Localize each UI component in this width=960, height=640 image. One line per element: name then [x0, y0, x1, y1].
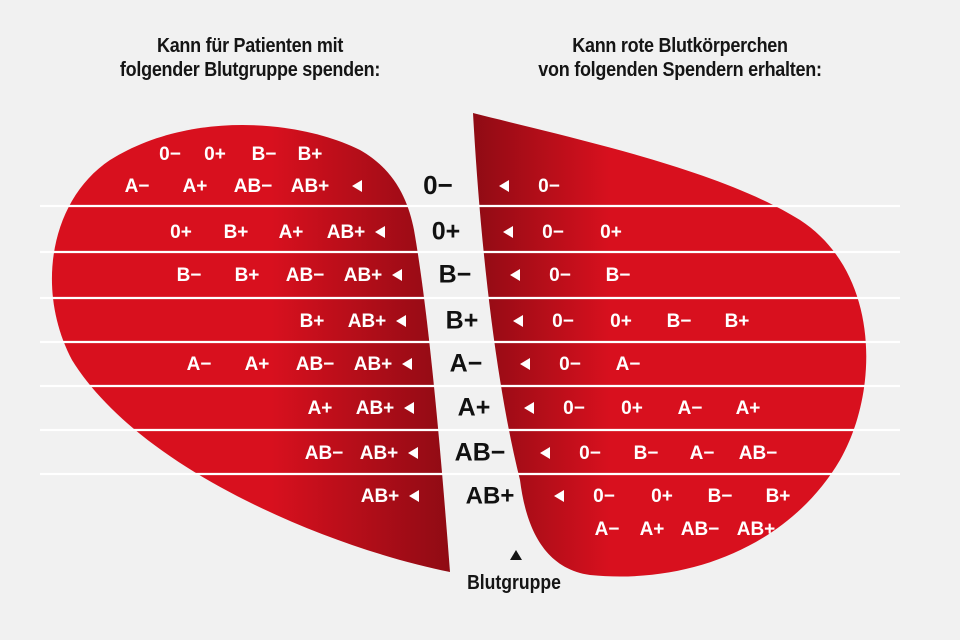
blood-type-label: 0−	[423, 169, 453, 200]
recipient-source-label: 0−	[593, 486, 615, 508]
right-heading-line-2: von folgenden Spendern erhalten:	[538, 59, 822, 81]
donor-target-label: AB+	[359, 443, 399, 465]
donor-target-label: AB+	[326, 222, 366, 244]
recipient-source-label: A+	[639, 519, 665, 541]
donor-target-label: AB+	[343, 265, 383, 287]
blood-type-label: AB−	[454, 438, 506, 467]
recipient-source-label: 0+	[600, 222, 622, 244]
recipient-source-label: 0−	[538, 176, 560, 198]
recipient-source-label: B−	[633, 443, 659, 465]
donor-target-label: A+	[182, 176, 208, 198]
donor-target-label: B+	[297, 144, 323, 166]
donor-target-label: A−	[124, 176, 150, 198]
left-heading-line-1: Kann für Patienten mit	[156, 35, 344, 57]
recipient-source-label: A−	[689, 443, 715, 465]
donor-target-label: A+	[244, 354, 270, 376]
recipient-source-label: 0−	[552, 311, 574, 333]
recipient-source-label: B+	[765, 486, 791, 508]
recipient-source-label: B−	[707, 486, 733, 508]
recipient-source-label: 0−	[542, 222, 564, 244]
donor-target-label: B−	[176, 265, 202, 287]
donor-target-label: AB+	[360, 486, 400, 508]
donor-target-label: AB−	[295, 354, 335, 376]
donor-target-label: 0−	[159, 144, 181, 166]
blood-type-label: B−	[438, 260, 472, 289]
donor-target-label: 0+	[170, 222, 192, 244]
recipient-source-label: A−	[615, 354, 641, 376]
right-heading-line-1: Kann rote Blutkörperchen	[572, 35, 788, 57]
recipient-source-label: A−	[677, 398, 703, 420]
recipient-source-label: 0−	[563, 398, 585, 420]
recipient-source-label: B+	[724, 311, 750, 333]
recipient-source-label: 0+	[621, 398, 643, 420]
donor-target-label: AB+	[355, 398, 395, 420]
donor-target-label: B−	[251, 144, 277, 166]
recipient-source-label: A+	[735, 398, 761, 420]
donor-target-label: B+	[299, 311, 325, 333]
blood-type-label: AB+	[465, 482, 515, 510]
recipient-source-label: AB−	[680, 519, 720, 541]
donor-target-label: AB+	[347, 311, 387, 333]
blood-type-label: 0+	[431, 217, 461, 246]
blood-type-label: A+	[457, 393, 491, 422]
donor-target-label: AB+	[290, 176, 330, 198]
recipient-source-label: A−	[594, 519, 620, 541]
donor-target-label: A−	[186, 354, 212, 376]
donor-target-label: AB−	[233, 176, 273, 198]
donor-target-label: B+	[223, 222, 249, 244]
donor-target-label: A+	[278, 222, 304, 244]
recipient-source-label: B−	[666, 311, 692, 333]
up-arrow-icon	[510, 550, 522, 560]
blood-type-label: A−	[449, 349, 483, 378]
donor-target-label: AB+	[353, 354, 393, 376]
blood-type-label: B+	[445, 306, 479, 335]
recipient-source-label: 0−	[559, 354, 581, 376]
donor-target-label: B+	[234, 265, 260, 287]
recipient-source-label: 0+	[651, 486, 673, 508]
recipient-source-label: B−	[605, 265, 631, 287]
recipient-source-label: AB−	[738, 443, 778, 465]
recipient-source-label: 0−	[579, 443, 601, 465]
recipient-source-label: AB+	[736, 519, 776, 541]
left-heading-line-2: folgender Blutgruppe spenden:	[119, 59, 381, 81]
recipient-source-label: 0+	[610, 311, 632, 333]
donor-target-label: AB−	[285, 265, 325, 287]
donor-target-label: A+	[307, 398, 333, 420]
donor-target-label: 0+	[204, 144, 226, 166]
donor-target-label: AB−	[304, 443, 344, 465]
recipient-source-label: 0−	[549, 265, 571, 287]
blutgruppe-label: Blutgruppe	[467, 572, 561, 594]
